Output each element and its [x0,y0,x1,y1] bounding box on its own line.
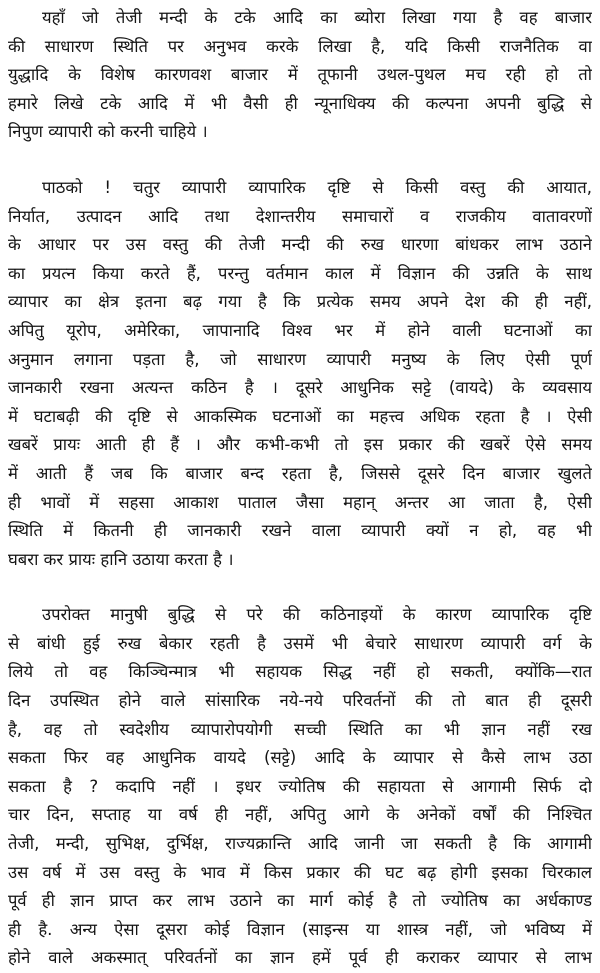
text-line: सकता फिर वह आधुनिक वायदे (सट्टे) आदि के व्यापार से कैसे लाभ उठा [8,748,592,768]
text-line: से बांधी हुई रुख बेकार रहती है उसमें भी बेचारे साधारण व्यापारी वर्ग के [8,633,592,653]
text-line: पाठको ! चतुर व्यापारी व्यापारिक दृष्टि से किसी वस्तु की आयात, [42,177,592,197]
text-line: व्यापार का क्षेत्र इतना बढ़ गया है कि प्रत्येक समय अपने देश की ही नहीं, [8,292,592,312]
text-line: का प्रयत्न किया करते हैं, परन्तु वर्तमान काल में विज्ञान की उन्नति के साथ [8,263,592,283]
text-line: पूर्व ही ज्ञान प्राप्त कर लाभ उठाने का मार्ग कोई है तो ज्योतिष का अर्धकाण्ड [8,891,592,911]
text-line: युद्धादि के विशेष कारणवश बाजार में तूफानी उथल-पुथल मच रही हो तो [8,65,592,85]
text-line: ही भावों में सहसा आकाश पाताल जैसा महान् अन्तर आ जाता है, ऐसी [8,492,592,512]
paragraph-3 [8,601,592,973]
text-line: यहाँ जो तेजी मन्दी के टके आदि का ब्योरा लिखा गया है वह बाजार [42,8,592,27]
text-line: उपरोक्त मानुषी बुद्धि से परे की कठिनाइयों के कारण व्यापारिक दृष्टि [42,605,592,625]
text-line: है, वह तो स्वदेशीय व्यापारोपयोगी सच्ची स्थिति का भी ज्ञान नहीं रख [8,719,592,739]
text-line: में आती हैं जब कि बाजार बन्द रहता है, जिससे दूसरे दिन बाजार खुलते [8,463,592,483]
text-line: निर्यात, उत्पादन आदि तथा देशान्तरीय समाचारों व राजकीय वातावरणों [8,206,592,226]
text-line: दिन उपस्थित होने वाले सांसारिक नये-नये परिवर्तनों की तो बात ही दूसरी [8,691,592,711]
text-line: में घटाबढ़ी की दृष्टि से आकस्मिक घटनाओं का महत्त्व अधिक रहता है । ऐसी [8,406,592,426]
text-line: लिये तो वह किञ्चिन्मात्र भी सहायक सिद्ध नहीं हो सकती, क्योंकि—रात [8,662,592,682]
text-line: अपितु यूरोप, अमेरिका, जापानादि विश्व भर में होने वाली घटनाओं का [8,320,592,340]
paragraph-1 [8,4,592,147]
text-line: जानकारी रखना अत्यन्त कठिन है । दूसरे आधुनिक सट्टे (वायदे) के व्यवसाय [8,378,592,398]
paragraph-2 [8,174,592,574]
text-line: के आधार पर उस वस्तु की तेजी मन्दी की रुख धारणा बांधकर लाभ उठाने [8,235,592,255]
text-line: निपुण व्यापारी को करनी चाहिये । [8,122,208,142]
text-line: चार दिन, सप्ताह या वर्ष ही नहीं, अपितु आगे के अनेकों वर्षों की निश्चित [8,805,592,825]
text-line: तेजी, मन्दी, सुभिक्ष, दुर्भिक्ष, राज्यक्रान्ति आदि जानी जा सकती है कि आगामी [8,834,592,854]
text-line: होने वाले अकस्मात् परिवर्तनों का ज्ञान हमें पूर्व ही कराकर व्यापार से लाभ [8,948,592,968]
text-line: की साधारण स्थिति पर अनुभव करके लिखा है, यदि किसी राजनैतिक वा [8,36,592,56]
text-line: हमारे लिखे टके आदि में भी वैसी ही न्यूनाधिक्य की कल्पना अपनी बुद्धि से [8,93,592,113]
text-line: सकता है ? कदापि नहीं । इधर ज्योतिष की सहायता से आगामी सिर्फ दो [8,776,592,796]
text-line: स्थिति में कितनी ही जानकारी रखने वाला व्यापारी क्यों न हो, वह भी [8,521,592,541]
text-line: खबरें प्रायः आती ही हैं । और कभी-कभी तो इस प्रकार की खबरें ऐसे समय [8,435,592,455]
text-line: घबरा कर प्रायः हानि उठाया करता है । [8,549,234,569]
text-line: उस वर्ष में उस वस्तु के भाव में किस प्रकार की घट बढ़ होगी इसका चिरकाल [8,862,592,882]
text-line: अनुमान लगाना पड़ता है, जो साधारण व्यापारी मनुष्य के लिए ऐसी पूर्ण [8,349,592,369]
paragraph-spacer [8,147,592,174]
paragraph-spacer [8,574,592,601]
text-line: ही है. अन्य ऐसा दूसरा कोई विज्ञान (साइन्स या शास्त्र नहीं, जो भविष्य में [8,919,592,939]
